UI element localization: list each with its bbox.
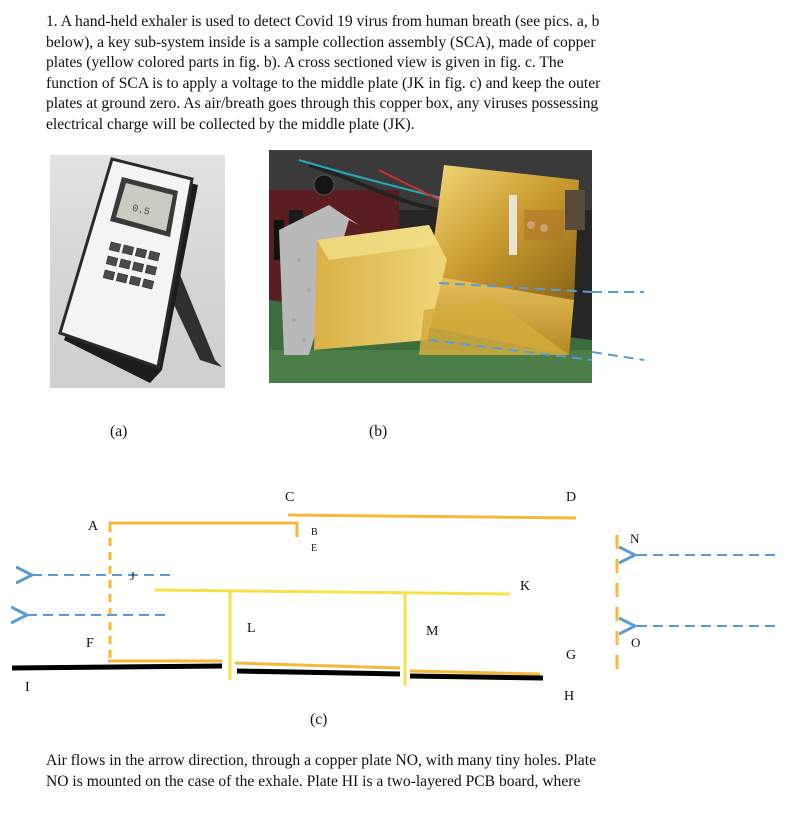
- intro-line: function of SCA is to apply a voltage to the middle plate (JK in fig. c) and keep the outer: [46, 74, 601, 92]
- plate-a-to-b: [110, 523, 297, 537]
- plate-c-to-d: [288, 515, 576, 518]
- exhaler-device-photo: [50, 155, 225, 388]
- label-k: K: [520, 579, 531, 594]
- label-d: D: [566, 490, 577, 505]
- problem-intro: [46, 12, 746, 136]
- intro-line: below), a key sub-system inside is a sample collection assembly (SCA), made of copper: [46, 33, 596, 51]
- closing-line: Air flows in the arrow direction, through a copper plate NO, with many tiny holes. Plate: [46, 752, 596, 769]
- caption-a: (a): [110, 423, 128, 440]
- label-e: E: [311, 543, 318, 554]
- sca-assembly-photo: [269, 150, 592, 383]
- caption-b: (b): [369, 423, 388, 440]
- label-g: G: [566, 648, 577, 663]
- intro-line: 1. A hand-held exhaler is used to detect Covid 19 virus from human breath (see pics. a, b: [46, 13, 600, 30]
- photo-b-arrow-extensions: [592, 280, 652, 370]
- cross-section-diagram: [0, 480, 791, 710]
- label-j: J: [130, 569, 135, 583]
- outer-plate-top: [110, 515, 576, 537]
- intro-line: plates (yellow colored parts in fig. b). A cross sectioned view is given in fig. c. The: [46, 54, 564, 72]
- label-o: O: [631, 635, 641, 650]
- label-b: B: [311, 527, 318, 538]
- intro-line: plates at ground zero. As air/breath goes through this copper box, any viruses possessing: [46, 95, 599, 113]
- label-a: A: [88, 519, 99, 534]
- label-i: I: [25, 680, 30, 695]
- label-l: L: [247, 621, 256, 636]
- caption-c: (c): [310, 711, 328, 728]
- problem-closing: [46, 751, 746, 792]
- label-h: H: [564, 689, 575, 704]
- label-f: F: [86, 636, 94, 651]
- label-n: N: [630, 531, 640, 546]
- label-m: M: [426, 624, 439, 639]
- closing-line: NO is mounted on the case of the exhale. Plate HI is a two-layered PCB board, where: [46, 772, 581, 790]
- label-c: C: [285, 490, 295, 505]
- device-screen-reading: 0.5: [130, 203, 151, 219]
- intro-line: electrical charge will be collected by the middle plate (JK).: [46, 115, 415, 133]
